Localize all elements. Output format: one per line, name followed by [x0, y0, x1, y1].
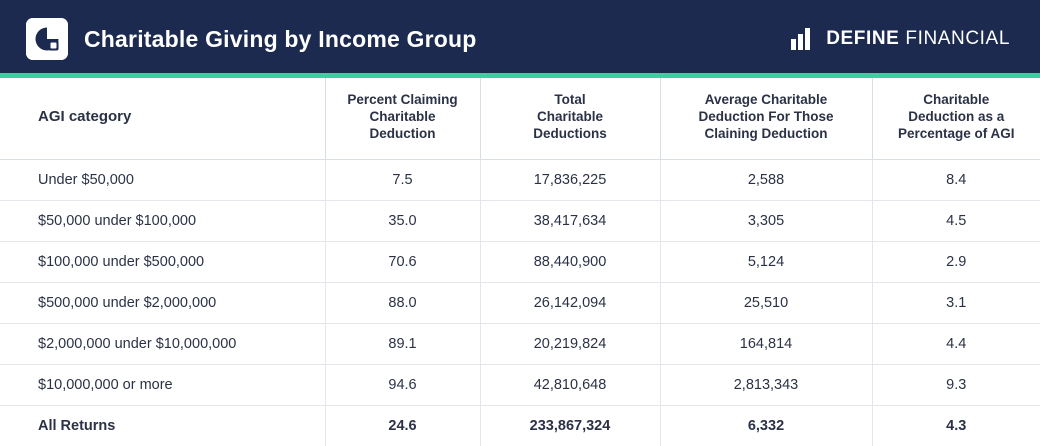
- cell-total-deductions: 17,836,225: [480, 159, 660, 200]
- cell-pct-of-agi: 8.4: [872, 159, 1040, 200]
- brand-name-light: FINANCIAL: [905, 28, 1010, 49]
- column-header-agi-category: [0, 78, 325, 159]
- table-row: [0, 159, 1040, 200]
- cell-total-deductions: 42,810,648: [480, 364, 660, 405]
- page-title: Charitable Giving by Income Group: [84, 25, 477, 52]
- column-header-line: Deduction For Those: [698, 108, 834, 124]
- column-header-label: AGI category: [38, 107, 132, 125]
- cell-average-deduction: 6,332: [660, 405, 872, 446]
- cell-pct-of-agi: 4.4: [872, 323, 1040, 364]
- column-header-pct-of-agi: [872, 78, 1040, 159]
- column-header-line: Total: [554, 92, 586, 107]
- column-header-line: Average Charitable: [704, 92, 828, 107]
- cell-pct-of-agi: 2.9: [872, 241, 1040, 282]
- column-header-average-deduction: [660, 78, 872, 159]
- cell-pct-of-agi: 4.3: [872, 405, 1040, 446]
- cell-pct-of-agi: 9.3: [872, 364, 1040, 405]
- cell-category: $500,000 under $2,000,000: [0, 282, 325, 323]
- brand-name-bold: DEFINE: [826, 28, 900, 49]
- data-table: [0, 78, 1040, 446]
- column-header-percent-claiming: [325, 78, 480, 159]
- cell-total-deductions: 20,219,824: [480, 323, 660, 364]
- table-row: [0, 282, 1040, 323]
- table-row-total: [0, 405, 1040, 446]
- cell-pct-of-agi: 3.1: [872, 282, 1040, 323]
- cell-percent-claiming: 94.6: [325, 364, 480, 405]
- column-header-line: Deductions: [533, 125, 607, 141]
- cell-average-deduction: 3,305: [660, 200, 872, 241]
- cell-pct-of-agi: 4.5: [872, 200, 1040, 241]
- column-header-line: Percentage of AGI: [897, 125, 1015, 141]
- cell-percent-claiming: 24.6: [325, 405, 480, 446]
- cell-total-deductions: 233,867,324: [480, 405, 660, 446]
- column-header-line: Percent Claiming: [347, 92, 458, 107]
- bar-chart-icon: [791, 28, 817, 50]
- cell-total-deductions: 26,142,094: [480, 282, 660, 323]
- brand-lockup: [791, 28, 1014, 50]
- cell-average-deduction: 25,510: [660, 282, 872, 323]
- column-header-line: Claining Deduction: [704, 125, 828, 141]
- cell-category: $50,000 under $100,000: [0, 200, 325, 241]
- column-header-line: Deduction: [369, 125, 436, 141]
- cell-total-deductions: 38,417,634: [480, 200, 660, 241]
- column-header-line: Charitable: [923, 92, 990, 107]
- cell-average-deduction: 164,814: [660, 323, 872, 364]
- cell-percent-claiming: 35.0: [325, 200, 480, 241]
- cell-percent-claiming: 88.0: [325, 282, 480, 323]
- header-accent-bar: [0, 73, 1040, 78]
- table-header-row: [0, 78, 1040, 159]
- define-logo-icon: [26, 18, 68, 60]
- cell-average-deduction: 2,813,343: [660, 364, 872, 405]
- cell-category: Under $50,000: [0, 159, 325, 200]
- column-header-line: Charitable: [369, 108, 436, 124]
- table-row: [0, 364, 1040, 405]
- cell-category: All Returns: [0, 405, 325, 446]
- header-bar: [0, 0, 1040, 78]
- column-header-line: Charitable: [536, 108, 604, 124]
- table-row: [0, 323, 1040, 364]
- column-header-line: Deduction as a: [908, 108, 1005, 124]
- cell-percent-claiming: 70.6: [325, 241, 480, 282]
- cell-average-deduction: 5,124: [660, 241, 872, 282]
- table-row: [0, 200, 1040, 241]
- cell-category: $100,000 under $500,000: [0, 241, 325, 282]
- cell-percent-claiming: 7.5: [325, 159, 480, 200]
- cell-category: $2,000,000 under $10,000,000: [0, 323, 325, 364]
- cell-category: $10,000,000 or more: [0, 364, 325, 405]
- table-row: [0, 241, 1040, 282]
- column-header-total-deductions: [480, 78, 660, 159]
- cell-average-deduction: 2,588: [660, 159, 872, 200]
- cell-percent-claiming: 89.1: [325, 323, 480, 364]
- brand-name: [826, 28, 1010, 50]
- cell-total-deductions: 88,440,900: [480, 241, 660, 282]
